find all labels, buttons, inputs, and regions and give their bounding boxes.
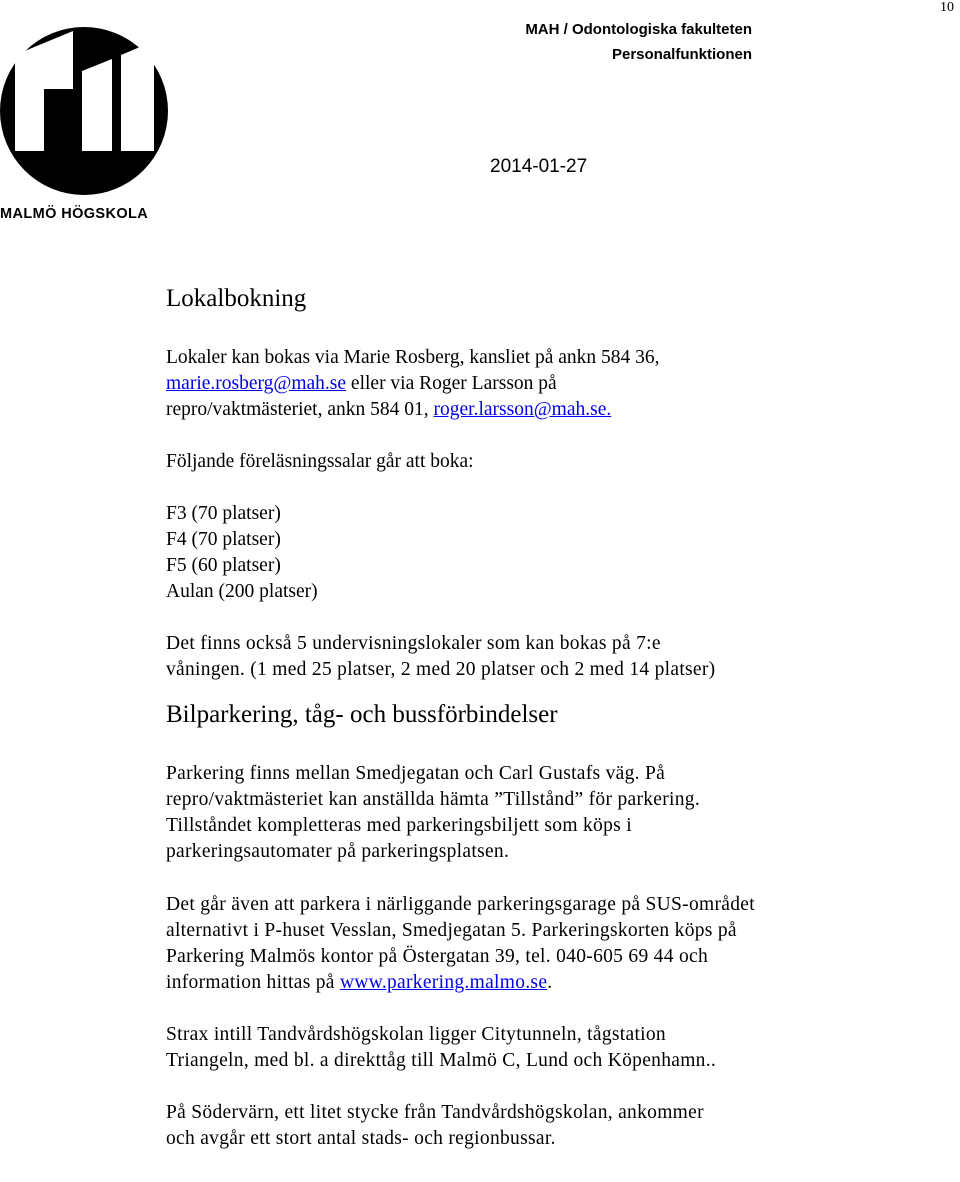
booking-intro-line-1: Lokaler kan bokas via Marie Rosberg, kansliet på ankn 584 36, <box>166 347 660 368</box>
malmo-hogskola-logo <box>0 25 172 222</box>
booking-intro-line-2 <box>166 371 926 397</box>
parking-paragraph-2 <box>166 892 926 996</box>
text-segment: information hittas på <box>166 972 340 993</box>
list-item: F4 (70 platser) <box>166 529 281 550</box>
text-line: På Södervärn, ett litet stycke från Tandvårdshögskolan, ankommer <box>166 1102 704 1123</box>
logo-text: MALMÖ HÖGSKOLA <box>0 206 149 222</box>
halls-lead: Följande föreläsningssalar går att boka: <box>166 451 474 472</box>
text-line: Tillståndet kompletteras med parkeringsbiljett som köps i <box>166 815 632 836</box>
header-organization: MAH / Odontologiska fakulteten <box>525 21 752 38</box>
list-item: F3 (70 platser) <box>166 503 281 524</box>
extra-rooms-line-2: våningen. (1 med 25 platser, 2 med 20 platser och 2 med 14 platser) <box>166 659 716 680</box>
text-line: Strax intill Tandvårdshögskolan ligger Citytunneln, tågstation <box>166 1024 666 1045</box>
extra-rooms <box>166 631 926 683</box>
booking-intro-text-3: repro/vaktmästeriet, ankn 584 01, <box>166 399 434 420</box>
halls-list <box>166 501 926 605</box>
email-link-marie[interactable]: marie.rosberg@mah.se <box>166 373 347 394</box>
email-link-roger[interactable]: roger.larsson@mah.se. <box>433 399 612 420</box>
text-line: Parkering Malmös kontor på Östergatan 39, tel. 040-605 69 44 och <box>166 946 708 967</box>
text-line: alternativt i P-huset Vesslan, Smedjegatan 5. Parkeringskorten köps på <box>166 920 737 941</box>
extra-rooms-line-1: Det finns också 5 undervisningslokaler som kan bokas på 7:e <box>166 633 661 654</box>
logo-mark-icon <box>0 25 168 197</box>
text-line: parkeringsautomater på parkeringsplatsen. <box>166 841 510 862</box>
text-line <box>166 970 926 996</box>
header-department: Personalfunktionen <box>611 46 752 63</box>
booking-intro-text-2: eller via Roger Larsson på <box>346 373 557 394</box>
parking-paragraph-4 <box>166 1100 926 1152</box>
text-line: Det går även att parkera i närliggande parkeringsgarage på SUS-området <box>166 894 755 915</box>
parking-paragraph-1 <box>166 761 926 865</box>
heading-lokalbokning: Lokalbokning <box>166 285 307 312</box>
text-line: Triangeln, med bl. a direkttåg till Malmö C, Lund och Köpenhamn.. <box>166 1050 717 1071</box>
booking-intro <box>166 345 926 423</box>
booking-intro-line-3 <box>166 397 926 423</box>
list-item: F5 (60 platser) <box>166 555 281 576</box>
parking-website-link[interactable]: www.parkering.malmo.se <box>339 972 548 993</box>
page-number: 10 <box>940 0 954 15</box>
text-line: repro/vaktmästeriet kan anställda hämta ”Tillstånd” för parkering. <box>166 789 701 810</box>
document-body <box>166 283 926 1152</box>
text-line: och avgår ett stort antal stads- och regionbussar. <box>166 1128 556 1149</box>
heading-bilparkering: Bilparkering, tåg- och bussförbindelser <box>166 701 558 728</box>
list-item: Aulan (200 platser) <box>166 581 318 602</box>
document-date: 2014-01-27 <box>490 156 588 177</box>
text-segment: . <box>547 972 553 993</box>
parking-paragraph-3 <box>166 1022 926 1074</box>
text-line: Parkering finns mellan Smedjegatan och Carl Gustafs väg. På <box>166 763 666 784</box>
